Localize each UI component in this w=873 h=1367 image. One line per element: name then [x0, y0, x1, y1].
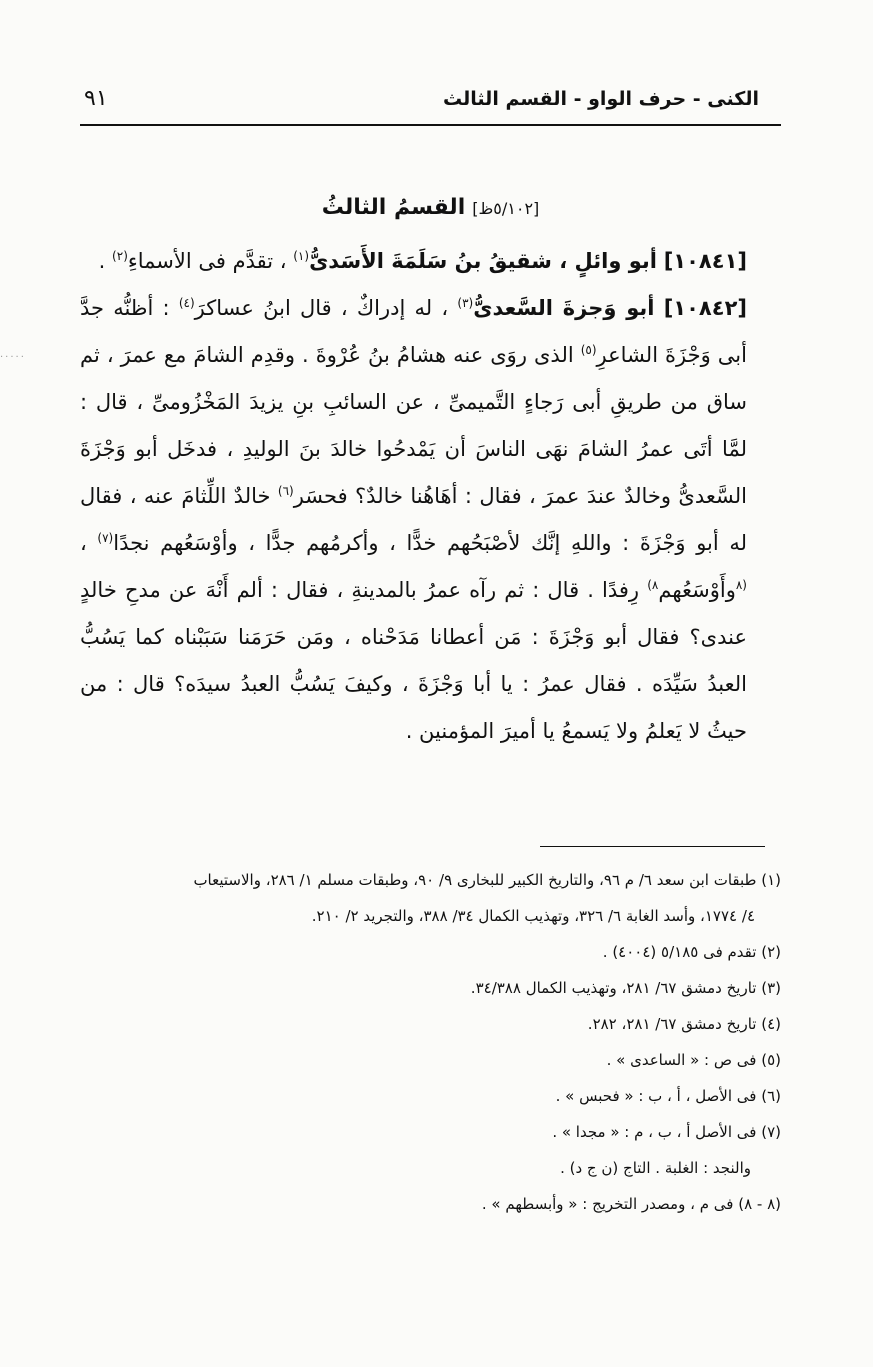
- footnote-1-continued: [80, 898, 781, 934]
- header-rule: [80, 124, 781, 126]
- running-header: [80, 84, 781, 122]
- footnote-marker: (٥): [580, 343, 597, 357]
- footnotes: [80, 862, 781, 1222]
- entry-text: وأَوْسَعُهم: [658, 578, 736, 602]
- footnote-marker: (٣): [457, 296, 474, 310]
- footnote-text: (٨ - ٨) فى م ، ومصدر التخريج : « وأبسطهم » .: [481, 1195, 781, 1213]
- entry-text: خالدٌ اللِّثامَ عنه ، فقال له أبو وَجْزَةَ : واللهِ إنَّك لأصْبَحُهم خدًّا ، وأكرمُهم جدًّا ، وأوْسَعُهم نجدًا: [80, 484, 747, 555]
- footnote-7-note: [80, 1150, 781, 1186]
- footnote-3: [80, 970, 781, 1006]
- entry-10842: [80, 285, 765, 755]
- footnote-8: [80, 1186, 781, 1222]
- footnote-marker: (٦): [277, 484, 294, 498]
- entry-text: ، له إدراكٌ ، قال ابنُ عساكرَ: [194, 296, 449, 320]
- footnote-marker: (٨: [735, 578, 747, 592]
- entry-text: : أظنُّه جدَّ أبى وَجْزَةَ الشاعرِ: [80, 296, 747, 367]
- entry-text: الذى روَى عنه هشامُ بنُ عُرْوةَ . وقدِم الشامَ مع عمرَ ، ثم ساق من طريقِ أبى رَجاءٍ التَّميمىِّ ، عن السائبِ بنِ يزيدَ المَخْزُومىِّ ، قال : لمَّا أتَى عمرُ الشامَ نهَى الناسَ أن يَمْدحُوا خالدَ بنَ الوليدِ ، فدخَل أبو وَجْزَةَ السَّعدىُّ وخالدٌ عندَ عمرَ ، فقال : أهَاهُنا خالدٌ؟ فحسَر: [80, 343, 747, 508]
- footnote-marker: (٧): [97, 531, 114, 545]
- footnote-1: [80, 862, 781, 898]
- entry-name: أبو وَجزةَ السَّعدىُّ: [473, 296, 655, 320]
- entry-text: رِفدًا . قال : ثم رآه عمرُ بالمدينةِ ، فقال : ألم أَنْهَ عن مدحِ خالدٍ عندى؟ فقال أبو وَجْزَةَ : مَن أعطانا مَدَحْناه ، ومَن حَرَمَنا سَبَبْناه كما يَسُبُّ العبدُ سَيِّدَه . فقال عمرُ : يا أبا وَجْزَةَ ، وكيفَ يَسُبُّ العبدُ سيدَه؟ قال : من حيثُ لا يَعلمُ ولا يَسمعُ يا أميرَ المؤمنين .: [80, 578, 747, 743]
- footnote-text: (١) طبقات ابن سعد ٦/ م ٩٦، والتاريخ الكبير للبخارى ٩/ ٩٠، وطبقات مسلم ١/ ٢٨٦، والاستيعاب: [193, 871, 781, 889]
- footnote-text: (٤) تاريخ دمشق ٦٧/ ٢٨١، ٢٨٢.: [587, 1015, 781, 1033]
- running-title: الكنى - حرف الواو - القسم الثالث: [443, 88, 759, 110]
- entry-number: [١٠٨٤٢]: [663, 296, 747, 320]
- footnote-text: والنجد : الغلبة . التاج (ن ج د) .: [560, 1159, 751, 1177]
- entry-number: [١٠٨٤١]: [663, 249, 747, 273]
- footnote-text: (٧) فى الأصل أ ، ب ، م : « مجدا » .: [552, 1123, 781, 1141]
- footnote-marker: (١): [293, 249, 310, 263]
- footnote-text: (٢) تقدم فى ٥/١٨٥ (٤٠٠٤) .: [602, 943, 781, 961]
- entry-text: ،: [80, 531, 87, 555]
- footnote-text: (٣) تاريخ دمشق ٦٧/ ٢٨١، وتهذيب الكمال ٣٤/٣٨٨.: [470, 979, 781, 997]
- footnote-5: [80, 1042, 781, 1078]
- entry-text: .: [98, 249, 106, 273]
- footnote-marker: ٨): [647, 578, 659, 592]
- section-title: القسمُ الثالثُ: [321, 195, 466, 220]
- footnote-7: [80, 1114, 781, 1150]
- footnote-text: (٥) فى ص : « الساعدى » .: [606, 1051, 781, 1069]
- entry-text: ، تقدَّم فى الأسماءِ: [127, 249, 287, 273]
- entry-name: أبو وائلٍ ، شقيقُ بنُ سَلَمَةَ الأَسَدىُّ: [309, 249, 657, 273]
- footnote-text: (٦) فى الأصل ، أ ، ب : « فحبس » .: [555, 1087, 781, 1105]
- manuscript-reference: [٥/١٠٢ظ]: [472, 199, 540, 218]
- footnote-6: [80, 1078, 781, 1114]
- page-number: ٩١: [84, 86, 108, 111]
- margin-mark: ·····: [0, 352, 26, 363]
- main-text: [80, 238, 765, 755]
- footnote-marker: (٢): [112, 249, 128, 263]
- footnote-text: ٤/ ١٧٧٤، وأسد الغابة ٦/ ٣٢٦، وتهذيب الكمال ٣٤/ ٣٨٨، والتجريد ٢/ ٢١٠.: [311, 907, 755, 925]
- section-heading: [80, 195, 781, 220]
- footnote-marker: (٤): [178, 296, 195, 310]
- entry-10841: [80, 238, 765, 285]
- footnote-2: [80, 934, 781, 970]
- footnote-4: [80, 1006, 781, 1042]
- footnote-rule: [540, 846, 765, 847]
